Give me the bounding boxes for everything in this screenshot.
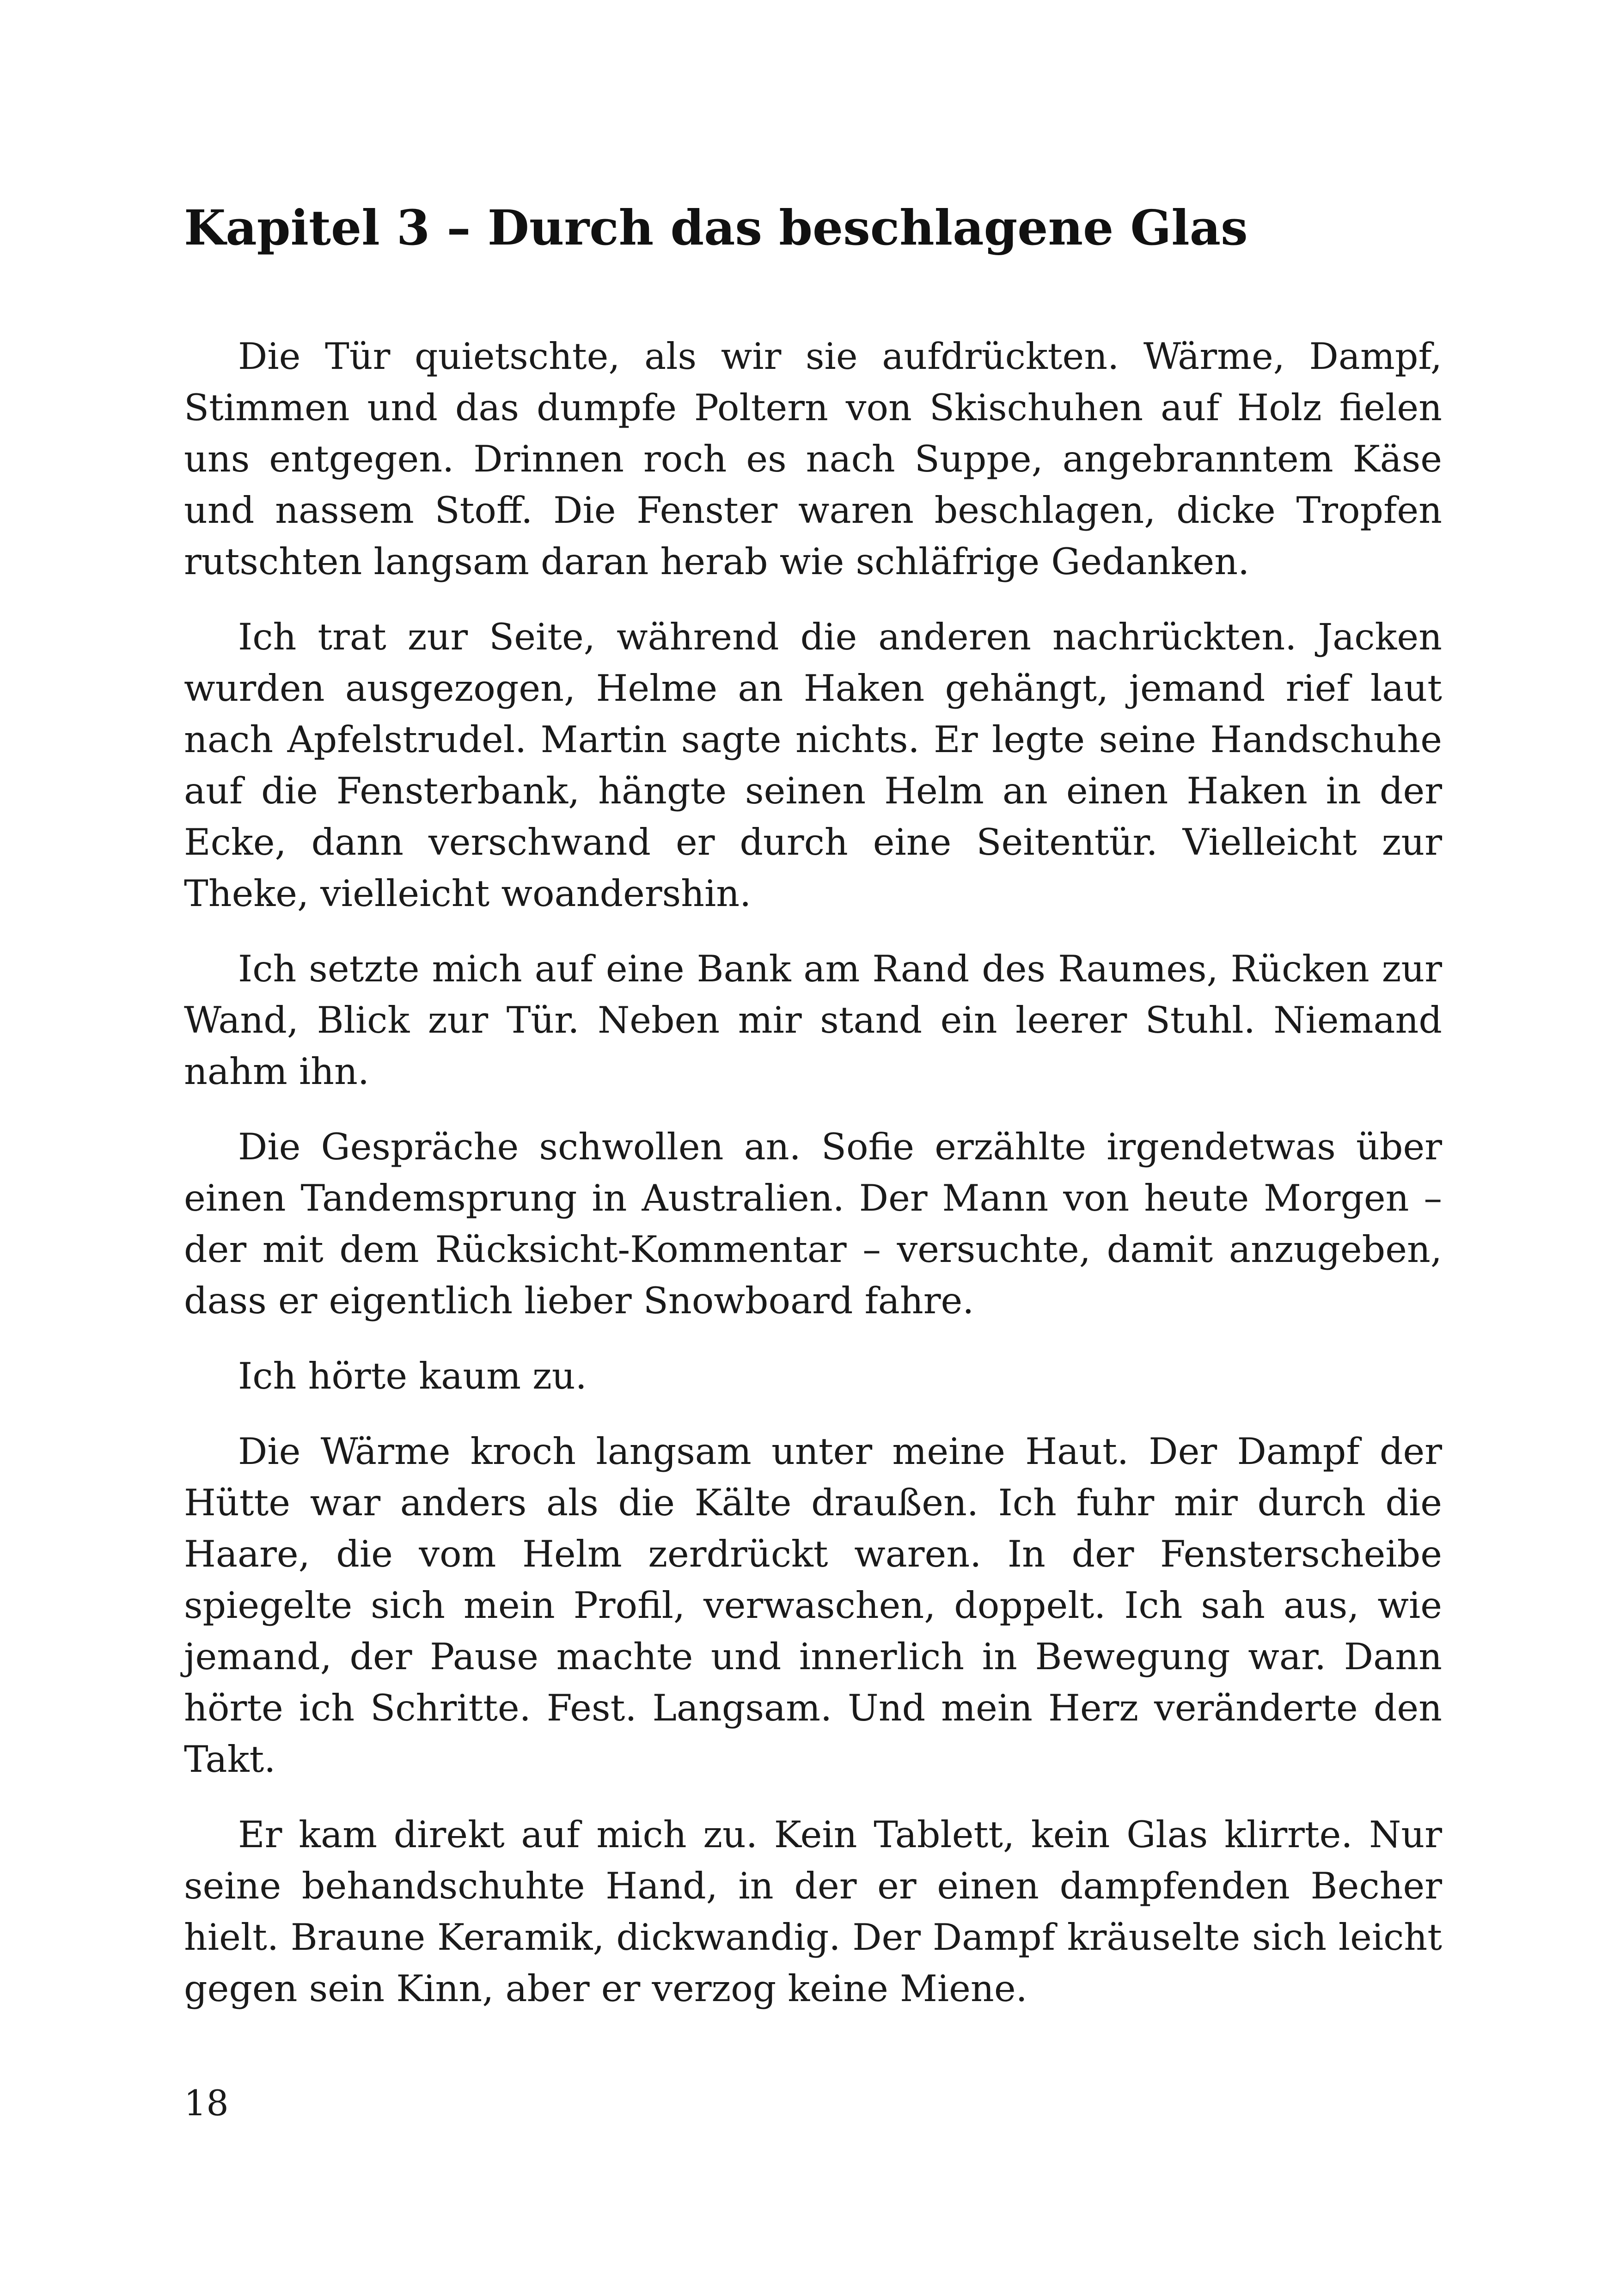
paragraph: Die Tür quietschte, als wir sie aufdrückten. Wärme, Dampf, Stimmen und das dumpfe Poltern von Skischuhen auf Holz fielen uns entgegen. Drinnen roch es nach Suppe, angebranntem Käse und nassem Stoff. Die Fenster waren beschlagen, dicke Tropfen rutschten langsam daran herab wie schläfrige Gedanken. xyxy=(184,335,1442,583)
chapter-title: Kapitel 3 – Durch das beschlagene Glas xyxy=(184,199,1248,256)
page-number: 18 xyxy=(184,2082,229,2124)
chapter-body xyxy=(184,331,1442,2039)
paragraph: Ich hörte kaum zu. xyxy=(238,1355,587,1397)
paragraph: Die Wärme kroch langsam unter meine Haut. Der Dampf der Hütte war anders als die Kälte draußen. Ich fuhr mir durch die Haare, die vom Helm zerdrückt waren. In der Fensterscheibe spiegelte sich mein Profil, verwaschen, doppelt. Ich sah aus, wie jemand, der Pause machte und innerlich in Bewegung war. Dann hörte ich Schritte. Fest. Langsam. Und mein Herz veränderte den Takt. xyxy=(184,1430,1442,1781)
paragraph: Er kam direkt auf mich zu. Kein Tablett, kein Glas klirrte. Nur seine behandschuhte Hand, in der er einen dampfenden Becher hielt. Braune Keramik, dickwandig. Der Dampf kräuselte sich leicht gegen sein Kinn, aber er verzog keine Miene. xyxy=(184,1813,1442,2010)
paragraph: Ich trat zur Seite, während die anderen nachrückten. Jacken wurden ausgezogen, Helme an Haken gehängt, jemand rief laut nach Apfelstrudel. Martin sagte nichts. Er legte seine Handschuhe auf die Fensterbank, hängte seinen Helm an einen Haken in der Ecke, dann verschwand er durch eine Seitentür. Vielleicht zur Theke, vielleicht woandershin. xyxy=(184,616,1442,915)
paragraph: Ich setzte mich auf eine Bank am Rand des Raumes, Rücken zur Wand, Blick zur Tür. Neben mir stand ein leerer Stuhl. Niemand nahm ihn. xyxy=(184,948,1442,1093)
paragraph: Die Gespräche schwollen an. Sofie erzählte irgendetwas über einen Tandemsprung in Australien. Der Mann von heute Morgen – der mit dem Rücksicht-Kommentar – versuchte, damit anzugeben, dass er eigentlich lieber Snowboard fahre. xyxy=(184,1126,1442,1322)
